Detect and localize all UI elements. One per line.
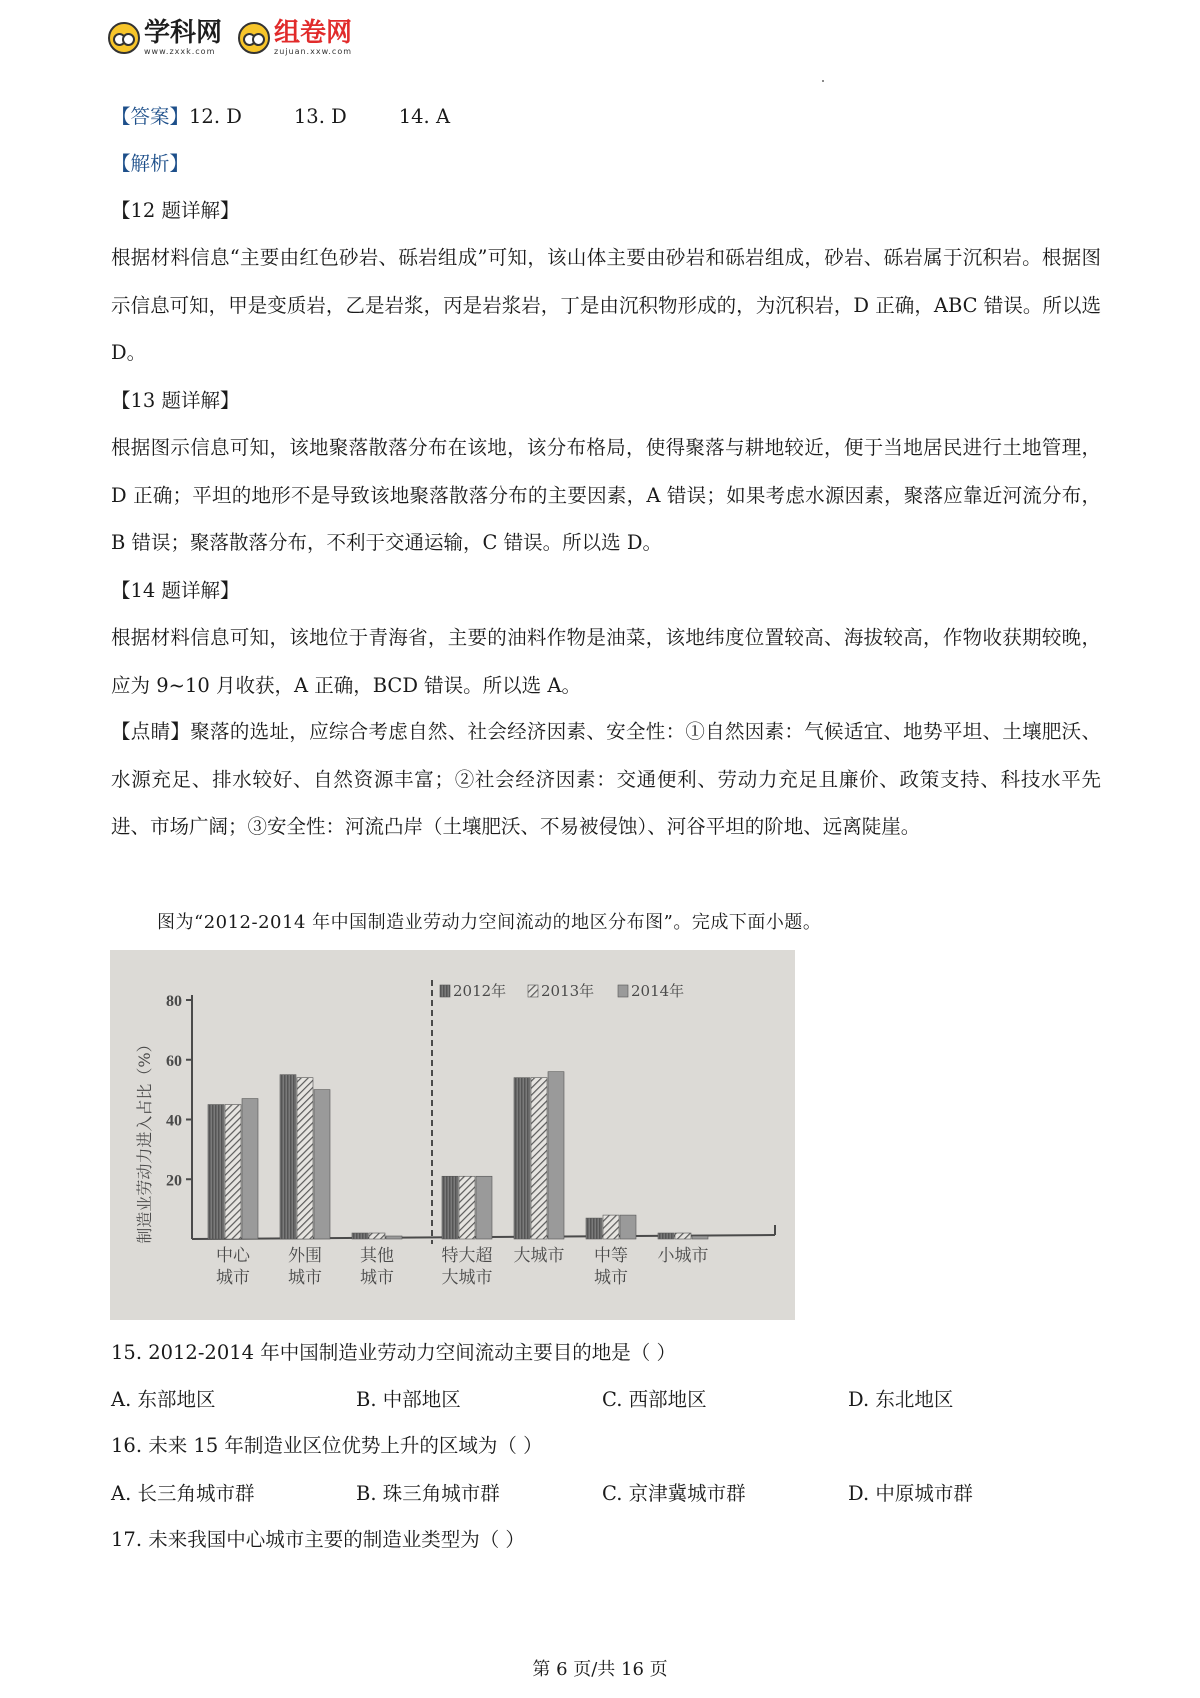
legend-label: 2012年 (453, 982, 507, 1000)
q17-stem: 17. 未来我国中心城市主要的制造业类型为（ ） (111, 1528, 525, 1551)
y-axis-label: 制造业劳动力进入占比（%） (135, 1036, 154, 1244)
bar-chart (110, 950, 795, 1320)
bar (225, 1105, 241, 1239)
category-label: 外围 (288, 1246, 322, 1266)
logo1-url: www.zxxk.com (144, 47, 216, 56)
category-label: 中心 (216, 1246, 250, 1266)
bar (675, 1233, 691, 1239)
answer-tag: 【答案】 (111, 105, 190, 128)
doctor-mascot-icon (238, 22, 270, 54)
q13-heading: 【13 题详解】 (111, 389, 240, 412)
bar (476, 1176, 492, 1239)
page-footer: 第 6 页/共 16 页 (532, 1659, 668, 1680)
bar (531, 1078, 547, 1239)
category-label: 城市 (216, 1268, 250, 1288)
bar (658, 1233, 674, 1239)
bar (297, 1078, 313, 1239)
bar (692, 1236, 708, 1239)
legend-swatch (528, 985, 538, 997)
category-label: 城市 (594, 1268, 628, 1288)
q16-option-a[interactable]: A. 长三角城市群 (111, 1482, 255, 1505)
header-logos (108, 20, 352, 56)
bar (386, 1236, 402, 1239)
logo2-url: zujuan.xxw.com (274, 47, 352, 56)
y-tick-label: 40 (166, 1112, 182, 1130)
tip-tag: 【点睛】 (111, 720, 191, 743)
category-label: 小城市 (657, 1246, 709, 1266)
y-tick-label: 80 (166, 993, 182, 1010)
q15-stem: 15. 2012-2014 年中国制造业劳动力空间流动主要目的地是（ ） (111, 1341, 676, 1364)
bar (369, 1233, 385, 1239)
answer-13: 13. D (293, 105, 347, 128)
bar (208, 1105, 224, 1239)
tip-text: 聚落的选址，应综合考虑自然、社会经济因素、安全性：①自然因素：气候适宜、地势平坦、土壤肥沃、水源充足、排水较好、自然资源丰富；②社会经济因素：交通便利、劳动力充足且廉价、政策支持、科技水平先进、市场广阔；③安全性：河流凸岸（土壤肥沃、不易被侵蚀）、河谷平坦的阶地、远离陡崖。 (111, 720, 1101, 839)
tip-paragraph (111, 708, 1101, 851)
q16-option-c[interactable]: C. 京津冀城市群 (602, 1482, 746, 1505)
bar (586, 1218, 602, 1239)
y-tick-label: 60 (166, 1052, 182, 1070)
q16-stem: 16. 未来 15 年制造业区位优势上升的区域为（ ） (111, 1434, 543, 1457)
y-tick-label: 20 (166, 1172, 182, 1190)
analysis-tag: 【解析】 (111, 152, 190, 175)
q14-explanation: 根据材料信息可知，该地位于青海省，主要的油料作物是油菜，该地纬度位置较高、海拔较高，作物收获期较晚，应为 9~10 月收获，A 正确，BCD 错误。所以选 A。 (111, 626, 1101, 697)
category-label: 其他 (360, 1246, 394, 1266)
logo1-name: 学科网 (144, 18, 223, 48)
bar (280, 1075, 296, 1239)
bar (314, 1090, 330, 1239)
bar (548, 1072, 564, 1239)
q16-option-b[interactable]: B. 珠三角城市群 (356, 1482, 500, 1505)
chart-figure (110, 950, 795, 1320)
scan-speck (822, 80, 824, 82)
q15-option-a[interactable]: A. 东部地区 (111, 1388, 216, 1411)
q15-option-b[interactable]: B. 中部地区 (356, 1388, 461, 1411)
q15-option-c[interactable]: C. 西部地区 (602, 1388, 707, 1411)
legend-label: 2014年 (631, 982, 685, 1000)
category-label: 大城市 (441, 1268, 493, 1288)
bar (459, 1176, 475, 1239)
zxxk-logo (108, 20, 222, 56)
legend-swatch (618, 985, 628, 997)
bar (514, 1078, 530, 1239)
zujuan-logo (238, 20, 352, 56)
category-label: 特大超 (441, 1246, 493, 1266)
figure-caption: 图为“2012-2014 年中国制造业劳动力空间流动的地区分布图”。完成下面小题。 (157, 912, 822, 933)
answer-14: 14. A (398, 105, 451, 128)
q14-heading: 【14 题详解】 (111, 579, 240, 602)
bar (442, 1176, 458, 1239)
bar (352, 1233, 368, 1239)
category-label: 中等 (594, 1246, 628, 1266)
logo2-name: 组卷网 (274, 18, 353, 48)
answer-line (111, 104, 1101, 130)
bar (603, 1215, 619, 1239)
q16-option-d[interactable]: D. 中原城市群 (848, 1482, 973, 1505)
answer-12: 12. D (189, 105, 242, 128)
q12-explanation: 根据材料信息“主要由红色砂岩、砾岩组成”可知，该山体主要由砂岩和砾岩组成，砂岩、砾岩属于沉积岩。根据图示信息可知，甲是变质岩，乙是岩浆，丙是岩浆岩，丁是由沉积物形成的，为沉积岩，D 正确，ABC 错误。所以选 D。 (111, 246, 1101, 365)
bar (620, 1215, 636, 1239)
q13-explanation: 根据图示信息可知，该地聚落散落分布在该地，该分布格局，使得聚落与耕地较近，便于当地居民进行土地管理，D 正确；平坦的地形不是导致该地聚落散落分布的主要因素，A 错误；如果考虑水源因素，聚落应靠近河流分布，B 错误；聚落散落分布，不利于交通运输，C 错误。所以选 D。 (111, 436, 1101, 555)
legend-swatch (440, 985, 450, 997)
q12-heading: 【12 题详解】 (111, 199, 240, 222)
q15-option-d[interactable]: D. 东北地区 (848, 1388, 954, 1411)
category-label: 城市 (288, 1268, 322, 1288)
category-label: 城市 (360, 1268, 394, 1288)
category-label: 大城市 (513, 1246, 565, 1266)
legend-label: 2013年 (541, 982, 595, 1000)
owl-mascot-icon (108, 22, 140, 54)
bar (242, 1099, 258, 1239)
